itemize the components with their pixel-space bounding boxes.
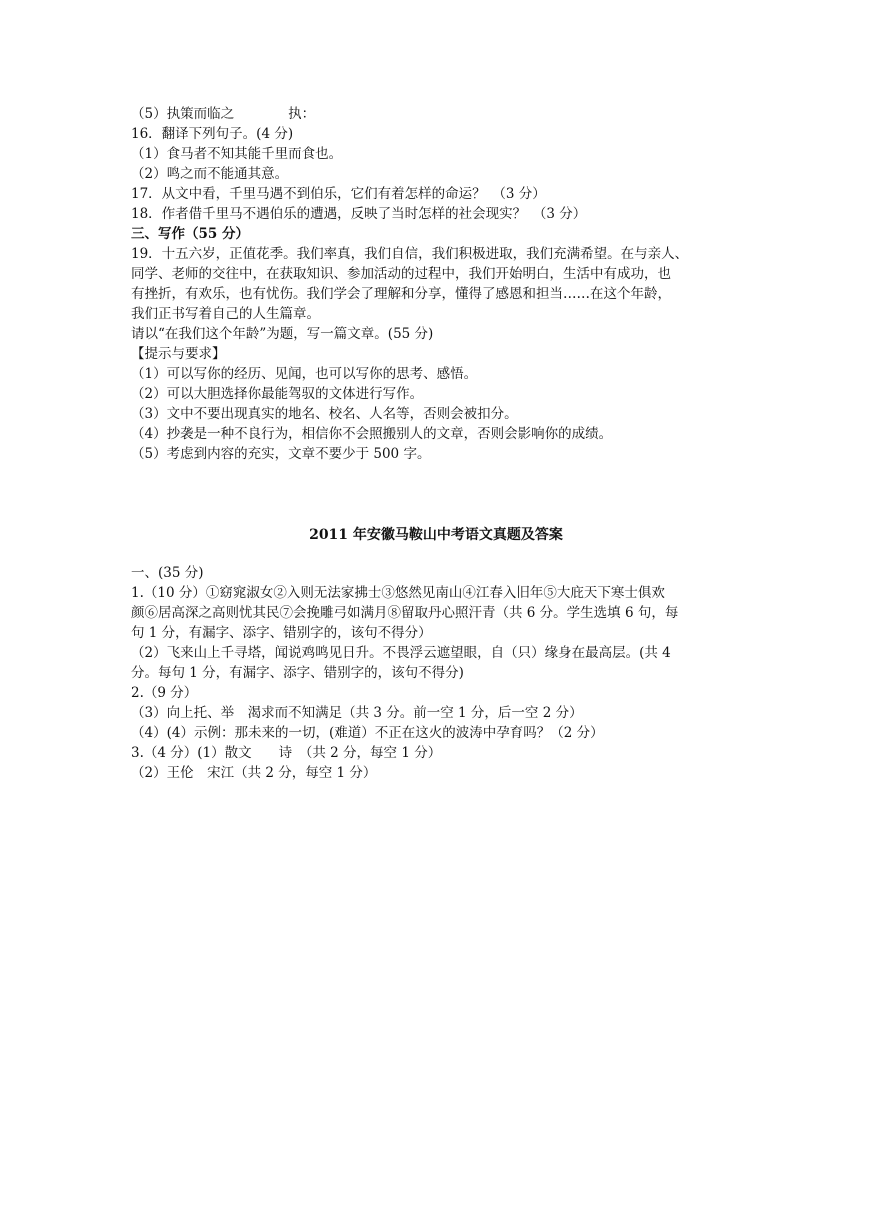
prompt-line: （2）可以大胆选择你最能驾驭的文体进行写作。 (131, 386, 424, 402)
prompt-line: 我们正书写着自己的人生篇章。 (131, 306, 320, 322)
answers-block (131, 563, 741, 783)
section-heading-writing: 三、写作（55 分） (131, 226, 249, 242)
prompt-line: 19．十五六岁，正值花季。我们率真，我们自信，我们积极进取，我们充满希望。在与亲人、 (131, 246, 689, 262)
question-line: （1）食马者不知其能千里而食也。 (131, 146, 343, 162)
answer-line: （4）(4）示例：那未来的一切，(难道）不正在这火的波涛中孕育吗？（2 分） (131, 725, 604, 741)
answer-line: （2）飞来山上千寻塔，闻说鸡鸣见日升。不畏浮云遮望眼，自（只）缘身在最高层。(共 4 (131, 645, 671, 661)
answer-line: 句 1 分，有漏字、添字、错别字的，该句不得分） (131, 625, 432, 641)
answer-line: 颜⑥居高深之高则忧其民⑦会挽雕弓如满月⑧留取丹心照汗青（共 6 分。学生选填 6 句，每 (131, 605, 679, 621)
question-line: 17．从文中看，千里马遇不到伯乐，它们有着怎样的命运？ （3 分） (131, 186, 546, 202)
answer-line: （2）王伦 宋江（共 2 分，每空 1 分） (131, 765, 377, 781)
prompt-line: （1）可以写你的经历、见闻，也可以写你的思考、感悟。 (131, 366, 478, 382)
answer-line: （3）向上托、举 渴求而不知满足（共 3 分。前一空 1 分，后一空 2 分） (131, 705, 583, 721)
prompt-line: （5）考虑到内容的充实，文章不要少于 500 字。 (131, 446, 431, 462)
answer-line: 3.（4 分）(1）散文 诗 （共 2 分，每空 1 分） (131, 745, 442, 761)
question-line: （2）鸣之而不能通其意。 (131, 166, 289, 182)
answers-title: 2011 年安徽马鞍山中考语文真题及答案 (309, 527, 563, 543)
answer-line: 一、(35 分) (131, 565, 204, 581)
answer-line: 分。每句 1 分，有漏字、添字、错别字的，该句不得分) (131, 665, 464, 681)
answer-line: 1.（10 分）①窈窕淑女②入则无法家拂士③悠然见南山④江春入旧年⑤大庇天下寒士俱欢 (131, 585, 665, 601)
question-line: 16．翻译下列句子。(4 分) (131, 126, 294, 142)
prompt-line: 同学、老师的交往中，在获取知识、参加活动的过程中，我们开始明白，生活中有成功，也 (131, 266, 671, 282)
prompt-line: （4）抄袭是一种不良行为，相信你不会照搬别人的文章，否则会影响你的成绩。 (131, 426, 613, 442)
question-line: 18．作者借千里马不遇伯乐的遭遇，反映了当时怎样的社会现实？ （3 分） (131, 206, 587, 222)
prompt-line: 有挫折，有欢乐，也有忧伤。我们学会了理解和分享，懂得了感恩和担当……在这个年龄， (131, 286, 671, 302)
answer-line: 2.（9 分） (131, 685, 198, 701)
questions-block (131, 104, 741, 464)
prompt-line: 请以“在我们这个年龄”为题，写一篇文章。(55 分) (131, 326, 434, 342)
prompt-line: 【提示与要求】 (131, 346, 226, 362)
question-line: （5）执策而临之 执： (131, 106, 316, 122)
prompt-line: （3）文中不要出现真实的地名、校名、人名等，否则会被扣分。 (131, 406, 518, 422)
